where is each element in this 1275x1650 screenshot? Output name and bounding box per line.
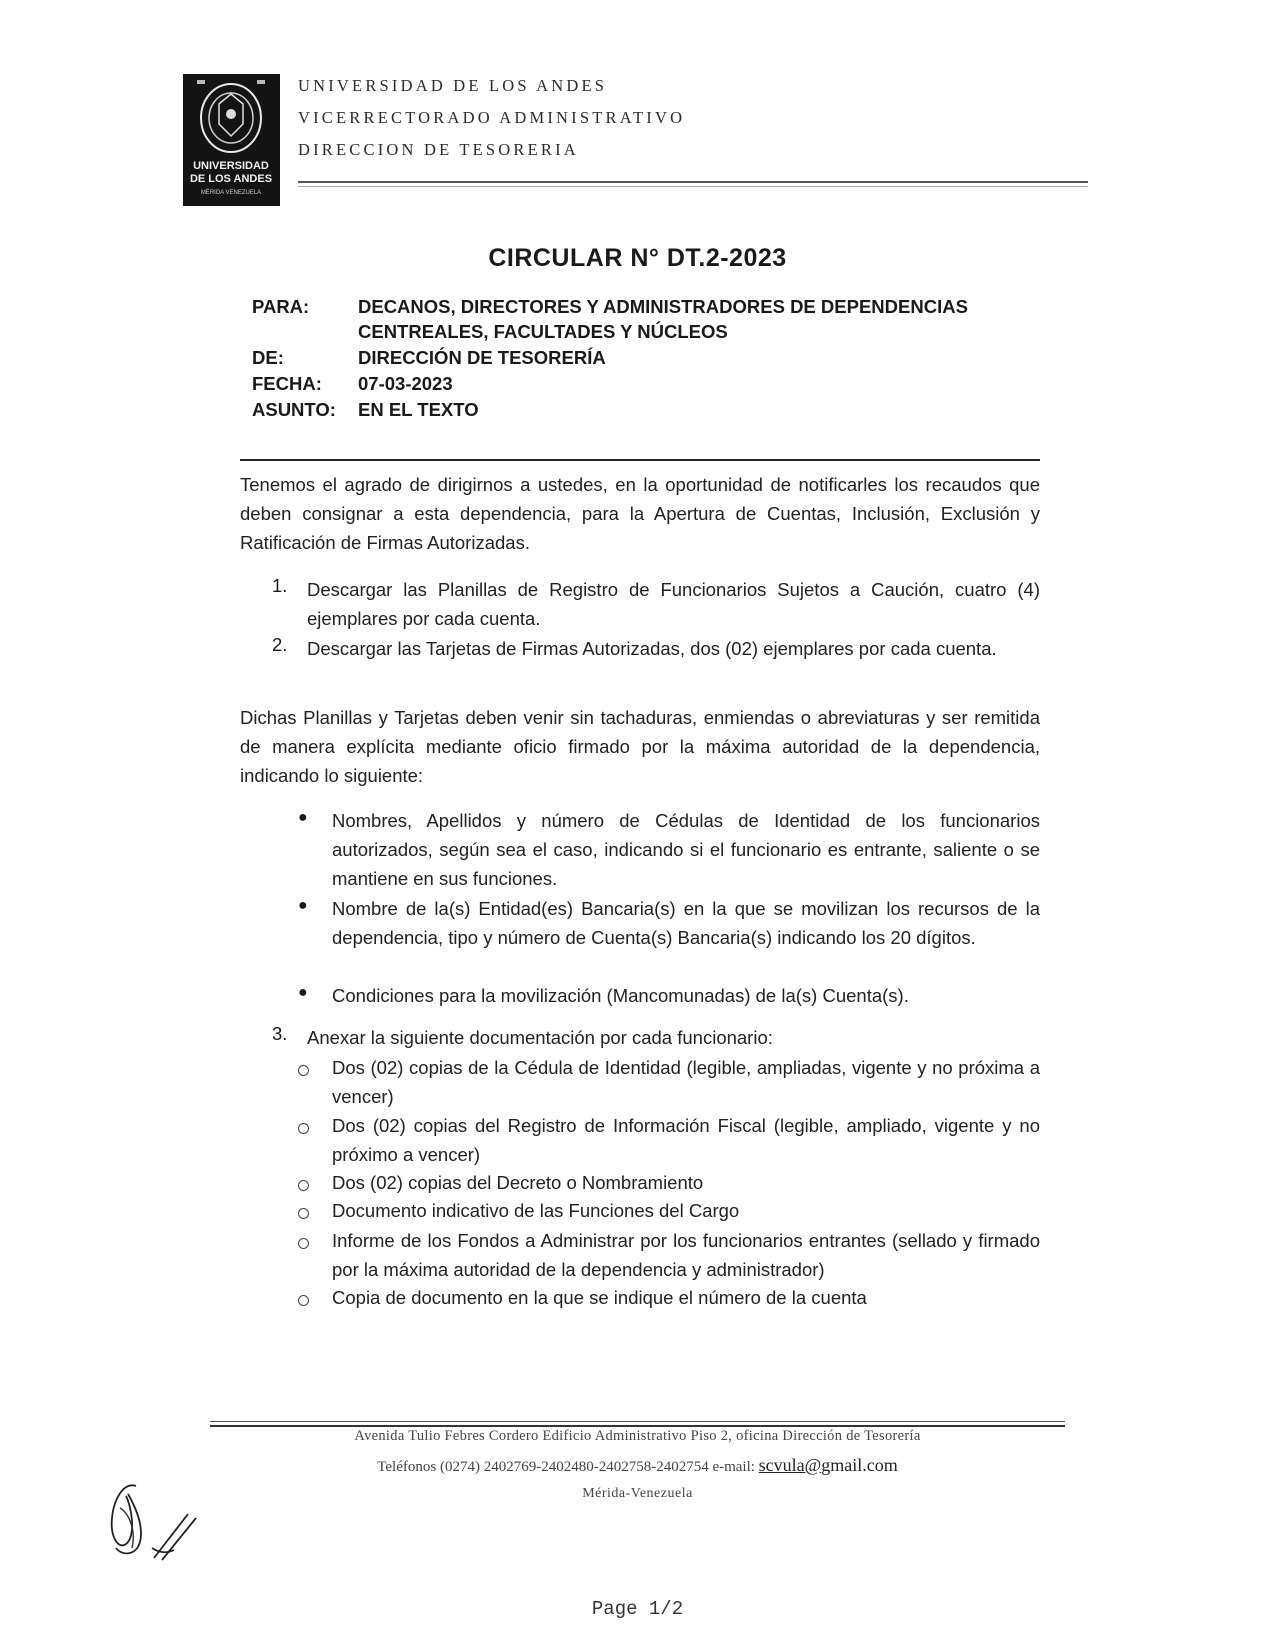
intro-paragraph: Tenemos el agrado de dirigirnos a ustedes, en la oportunidad de notificarles los recaudos que deben consignar a esta dependencia, para la Apertura de Cuentas, Inclusión, Exclusión y Ratificación de Firmas Autorizadas.	[240, 474, 1040, 553]
university-seal-icon	[183, 74, 280, 206]
memo-de-value: DIRECCIÓN DE TESORERÍA	[358, 347, 606, 368]
bullet-item: Condiciones para la movilización (Mancomunadas) de la(s) Cuenta(s).	[332, 985, 909, 1006]
handwritten-signature	[96, 1478, 206, 1564]
footer-divider	[210, 1425, 1065, 1427]
bullet-icon: ●	[298, 984, 308, 1001]
sub-item: Documento indicativo de las Funciones del Cargo	[332, 1200, 740, 1221]
memo-asunto-value: EN EL TEXTO	[358, 399, 479, 420]
sub-item: Dos (02) copias del Decreto o Nombramiento	[332, 1172, 704, 1193]
memo-para-value-line2: CENTREALES, FACULTADES Y NÚCLEOS	[358, 321, 728, 342]
footer-email[interactable]	[759, 1455, 898, 1475]
page-number: Page 1/2	[591, 1598, 684, 1620]
footer-phones: Teléfonos (0274) 2402769-2402480-2402758-2402754 e-mail:	[377, 1459, 755, 1475]
item-number: 1.	[272, 575, 288, 596]
memo-fecha-label: FECHA:	[252, 373, 322, 394]
institution-name: UNIVERSIDAD DE LOS ANDES	[298, 76, 608, 95]
circle-bullet-icon	[298, 1295, 309, 1306]
sub-item: Informe de los Fondos a Administrar por los funcionarios entrantes (sellado y firmado por la máxima autoridad de la dependencia y administrador)	[332, 1230, 1040, 1280]
circle-bullet-icon	[298, 1238, 309, 1249]
requirements-paragraph: Dichas Planillas y Tarjetas deben venir sin tachaduras, enmiendas o abreviaturas y ser remitida de manera explícita mediante oficio firmado por la máxima autoridad de la dependencia, indicando lo siguiente:	[240, 707, 1040, 786]
bullet-icon: ●	[298, 897, 308, 914]
item-text: Anexar la siguiente documentación por cada funcionario:	[307, 1027, 773, 1048]
bullet-item: Nombre de la(s) Entidad(es) Bancaria(s) en la que se movilizan los recursos de la dependencia, tipo y número de Cuenta(s) Bancaria(s) indicando los 20 dígitos.	[332, 898, 1040, 948]
footer-address: Avenida Tulio Febres Cordero Edificio Administrativo Piso 2, oficina Dirección de Tesorería	[354, 1428, 921, 1444]
item-number: 2.	[272, 634, 288, 655]
item-text: Descargar las Planillas de Registro de Funcionarios Sujetos a Caución, cuatro (4) ejemplares por cada cuenta.	[307, 579, 1040, 629]
item-text: Descargar las Tarjetas de Firmas Autorizadas, dos (02) ejemplares por cada cuenta.	[307, 638, 997, 659]
footer-email-user: scvula@	[758, 1455, 822, 1475]
memo-asunto-label: ASUNTO:	[252, 399, 336, 420]
circle-bullet-icon	[298, 1180, 309, 1191]
vice-rectorate-name: VICERRECTORADO ADMINISTRATIVO	[298, 108, 686, 127]
logo-text-mid: DE LOS ANDES	[189, 173, 273, 185]
memo-de-label: DE:	[252, 347, 284, 368]
circle-bullet-icon	[298, 1123, 309, 1134]
directorate-name: DIRECCION DE TESORERIA	[298, 140, 579, 159]
circle-bullet-icon	[298, 1065, 309, 1076]
circle-bullet-icon	[298, 1208, 309, 1219]
logo-text-top: UNIVERSIDAD	[193, 160, 269, 172]
footer-divider-thin	[210, 1421, 1065, 1422]
footer-email-domain: gmail.com	[821, 1455, 898, 1475]
logo-text-bottom: MÉRIDA VENEZUELA	[200, 190, 262, 196]
footer-city: Mérida-Venezuela	[582, 1486, 693, 1501]
header-divider-thin	[298, 186, 1088, 187]
memo-divider	[240, 459, 1040, 461]
sub-item: Copia de documento en la que se indique el número de la cuenta	[332, 1287, 867, 1308]
sub-item: Dos (02) copias de la Cédula de Identidad (legible, ampliadas, vigente y no próxima a vencer)	[332, 1057, 1040, 1107]
header-divider	[298, 181, 1088, 183]
footer-contact	[0, 1455, 1275, 1476]
memo-fecha-value: 07-03-2023	[358, 373, 453, 394]
memo-para-value-line1: DECANOS, DIRECTORES Y ADMINISTRADORES DE DEPENDENCIAS	[358, 296, 968, 317]
university-logo	[183, 74, 280, 206]
bullet-icon: ●	[298, 809, 308, 826]
item-number: 3.	[272, 1023, 288, 1044]
memo-para-label: PARA:	[252, 296, 310, 317]
sub-item: Dos (02) copias del Registro de Información Fiscal (legible, ampliado, vigente y no próximo a vencer)	[332, 1115, 1040, 1165]
bullet-item: Nombres, Apellidos y número de Cédulas de Identidad de los funcionarios autorizados, según sea el caso, indicando si el funcionario es entrante, saliente o se mantiene en sus funciones.	[332, 810, 1040, 889]
circular-title: CIRCULAR N° DT.2-2023	[488, 244, 787, 272]
